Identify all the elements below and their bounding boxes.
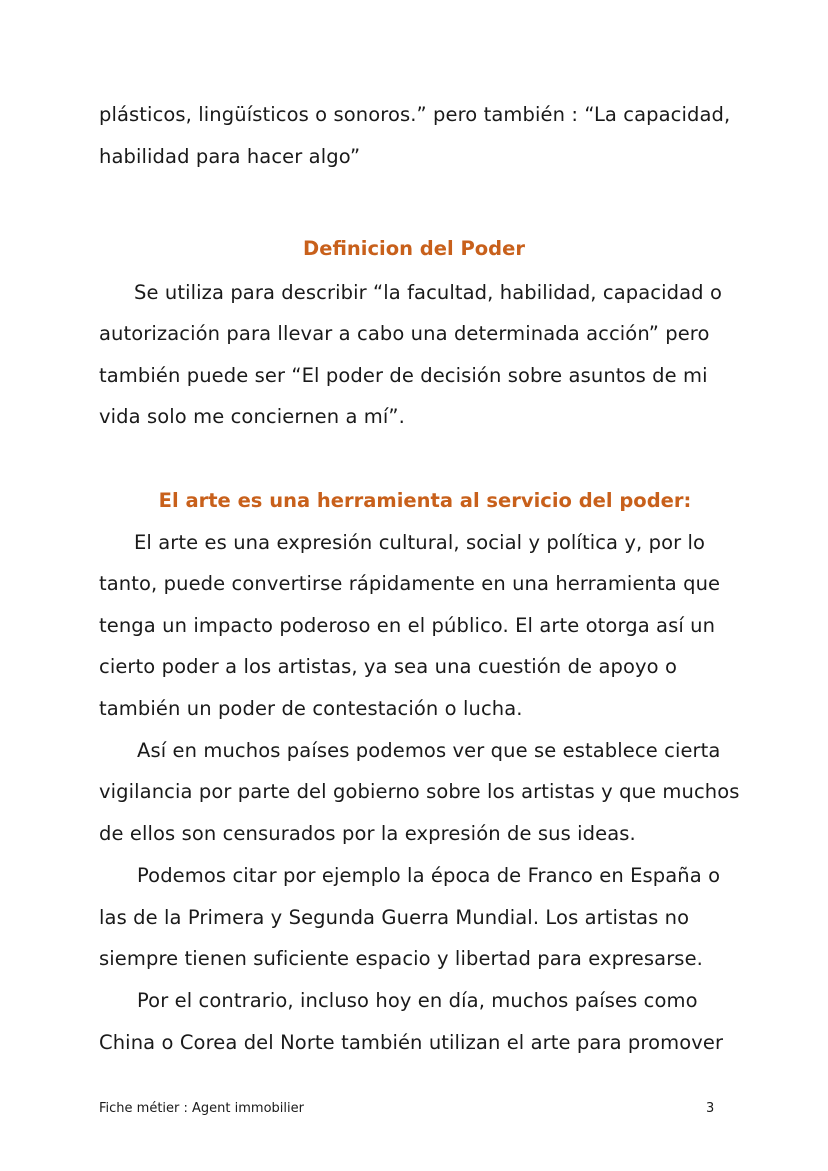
arte-p3-line-3: siempre tienen suficiente espacio y libertad para expresarse. [99, 947, 703, 970]
arte-p2-line-2: vigilancia por parte del gobierno sobre los artistas y que muchos [99, 780, 740, 803]
arte-p1-line-3: tenga un impacto poderoso en el público. El arte otorga así un [99, 614, 716, 637]
arte-p4-line-1: Por el contrario, incluso hoy en día, muchos países como [137, 989, 698, 1012]
intro-line-2: habilidad para hacer algo” [99, 145, 361, 168]
footer-title: Fiche métier : Agent immobilier [99, 1101, 304, 1116]
section-heading-arte: El arte es una herramienta al servicio del poder: [158, 489, 692, 512]
arte-p1-line-4: cierto poder a los artistas, ya sea una cuestión de apoyo o [99, 655, 677, 678]
poder-line-2: autorización para llevar a cabo una determinada acción” pero [99, 322, 710, 345]
arte-p3-line-2: las de la Primera y Segunda Guerra Mundial. Los artistas no [99, 906, 690, 929]
arte-p1-line-1: El arte es una expresión cultural, social y política y, por lo [134, 531, 706, 554]
arte-p1-line-2: tanto, puede convertirse rápidamente en una herramienta que [99, 572, 721, 595]
page-number: 3 [706, 1101, 715, 1116]
arte-p1-line-5: también un poder de contestación o lucha. [99, 697, 523, 720]
arte-p3-line-1: Podemos citar por ejemplo la época de Franco en España o [137, 864, 721, 887]
arte-p4-line-2: China o Corea del Norte también utilizan el arte para promover [99, 1031, 724, 1054]
poder-line-4: vida solo me conciernen a mí”. [99, 405, 405, 428]
arte-p2-line-3: de ellos son censurados por la expresión de sus ideas. [99, 822, 636, 845]
poder-line-3: también puede ser “El poder de decisión sobre asuntos de mi [99, 364, 708, 387]
intro-line-1: plásticos, lingüísticos o sonoros.” pero también : “La capacidad, [99, 103, 731, 126]
poder-line-1: Se utiliza para describir “la facultad, habilidad, capacidad o [134, 281, 722, 304]
arte-p2-line-1: Así en muchos países podemos ver que se establece cierta [137, 739, 721, 762]
section-heading-poder: Definicion del Poder [303, 237, 525, 260]
